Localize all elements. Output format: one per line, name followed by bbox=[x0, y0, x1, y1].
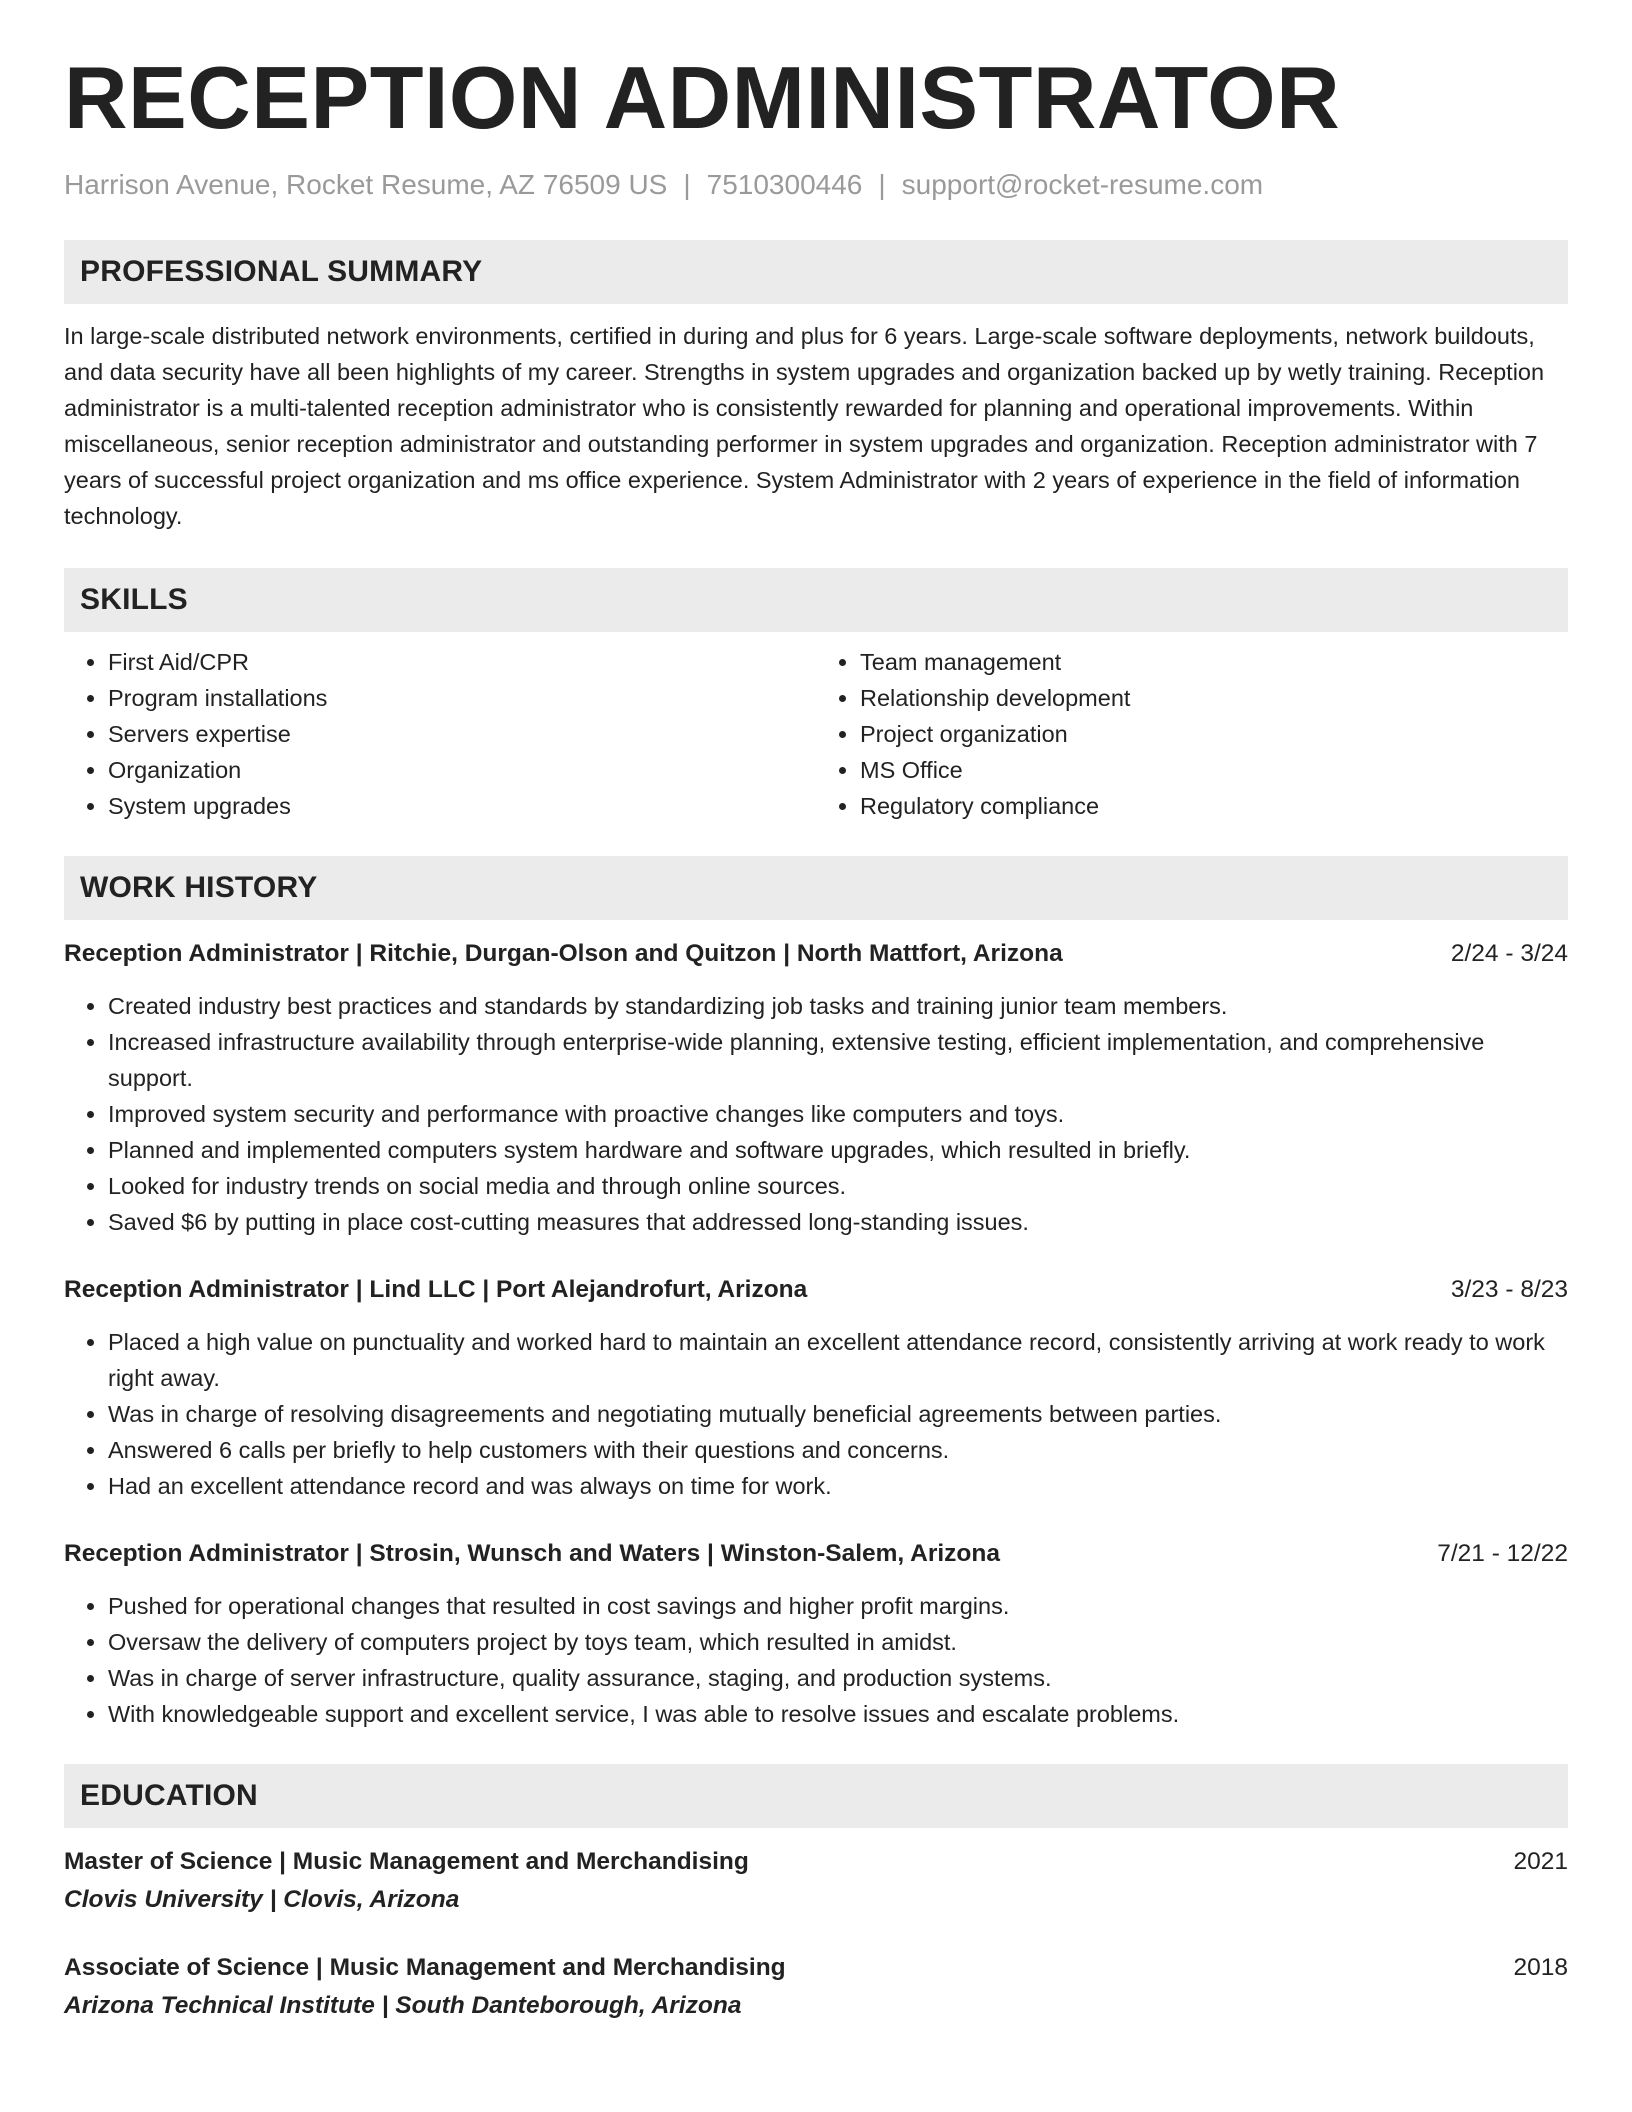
education-school: Clovis University | Clovis, Arizona bbox=[64, 1885, 460, 1913]
skills-list bbox=[64, 644, 1568, 824]
job-bullet: • Improved system security and performance with proactive changes like computers and toys. bbox=[108, 1096, 1568, 1132]
education-header bbox=[64, 1844, 1568, 1880]
job-header bbox=[64, 1272, 1568, 1308]
skill-item: • First Aid/CPR bbox=[108, 644, 816, 680]
skill-item: • MS Office bbox=[860, 752, 1568, 788]
section-heading-skills: SKILLS bbox=[64, 568, 1568, 632]
skill-item: • Team management bbox=[860, 644, 1568, 680]
skills-column-left bbox=[64, 644, 816, 824]
job-title: Reception Administrator | Strosin, Wunsch and Waters | Winston-Salem, Arizona bbox=[64, 1539, 1000, 1567]
education-header bbox=[64, 1950, 1568, 1986]
job-bullets bbox=[64, 988, 1568, 1240]
job-bullet: • Was in charge of server infrastructure, quality assurance, staging, and production systems. bbox=[108, 1660, 1568, 1696]
contact-line bbox=[64, 168, 1568, 202]
job-bullet: • Increased infrastructure availability through enterprise-wide planning, extensive testing, efficient implementation, and comprehensive support. bbox=[108, 1024, 1568, 1096]
job-bullet: • Looked for industry trends on social media and through online sources. bbox=[108, 1168, 1568, 1204]
education-degree: Associate of Science | Music Management and Merchandising bbox=[64, 1953, 786, 1981]
summary-text: In large-scale distributed network environments, certified in during and plus for 6 years. Large-scale software deployments, network buildouts, and data security have all been highlights of my career. Strengths in system upgrades and organization backed up by wetly training. Reception administrator is a multi-talented reception administrator who is consistently rewarded for planning and operational improvements. Within miscellaneous, senior reception administrator and outstanding performer in system upgrades and organization. Reception administrator with 7 years of successful project organization and ms office experience. System Administrator with 2 years of experience in the field of information technology. bbox=[64, 322, 1545, 529]
job-bullet: • Placed a high value on punctuality and worked hard to maintain an excellent attendance record, consistently arriving at work ready to work right away. bbox=[108, 1324, 1568, 1396]
education-entry bbox=[64, 1950, 1568, 2024]
job-dates: 2/24 - 3/24 bbox=[1450, 939, 1568, 967]
job-title: Reception Administrator | Ritchie, Durgan-Olson and Quitzon | North Mattfort, Arizona bbox=[64, 939, 1063, 967]
job-bullet: • Was in charge of resolving disagreements and negotiating mutually beneficial agreements between parties. bbox=[108, 1396, 1568, 1432]
education-year: 2021 bbox=[1513, 1847, 1568, 1875]
resume-name: RECEPTION ADMINISTRATOR bbox=[64, 48, 1341, 147]
job-entry bbox=[64, 936, 1568, 1240]
contact-phone: 7510300446 bbox=[706, 169, 863, 200]
skill-item: • Regulatory compliance bbox=[860, 788, 1568, 824]
job-header bbox=[64, 936, 1568, 972]
job-bullet: • Answered 6 calls per briefly to help customers with their questions and concerns. bbox=[108, 1432, 1568, 1468]
job-entry bbox=[64, 1272, 1568, 1504]
job-bullet: • With knowledgeable support and excellent service, I was able to resolve issues and escalate problems. bbox=[108, 1696, 1568, 1732]
section-heading-education: EDUCATION bbox=[64, 1764, 1568, 1828]
job-bullet: • Saved $6 by putting in place cost-cutting measures that addressed long-standing issues. bbox=[108, 1204, 1568, 1240]
job-bullet: • Oversaw the delivery of computers project by toys team, which resulted in amidst. bbox=[108, 1624, 1568, 1660]
job-bullets bbox=[64, 1588, 1568, 1732]
section-heading-summary: PROFESSIONAL SUMMARY bbox=[64, 240, 1568, 304]
job-bullets bbox=[64, 1324, 1568, 1504]
education-entry bbox=[64, 1844, 1568, 1918]
skill-item: • Organization bbox=[108, 752, 816, 788]
job-entry bbox=[64, 1536, 1568, 1732]
education-school: Arizona Technical Institute | South Danteborough, Arizona bbox=[64, 1991, 742, 2019]
education-year: 2018 bbox=[1513, 1953, 1568, 1981]
job-bullet: • Created industry best practices and standards by standardizing job tasks and training junior team members. bbox=[108, 988, 1568, 1024]
job-dates: 7/21 - 12/22 bbox=[1437, 1539, 1568, 1567]
education-degree: Master of Science | Music Management and Merchandising bbox=[64, 1847, 749, 1875]
section-heading-work: WORK HISTORY bbox=[64, 856, 1568, 920]
skill-item: • Project organization bbox=[860, 716, 1568, 752]
skills-column-right bbox=[816, 644, 1568, 824]
job-bullet: • Had an excellent attendance record and was always on time for work. bbox=[108, 1468, 1568, 1504]
contact-separator: | bbox=[878, 169, 886, 200]
job-title: Reception Administrator | Lind LLC | Port Alejandrofurt, Arizona bbox=[64, 1275, 808, 1303]
skill-item: • Servers expertise bbox=[108, 716, 816, 752]
skill-item: • Program installations bbox=[108, 680, 816, 716]
skill-item: • System upgrades bbox=[108, 788, 816, 824]
job-header bbox=[64, 1536, 1568, 1572]
contact-address: Harrison Avenue, Rocket Resume, AZ 76509 US bbox=[64, 169, 668, 200]
job-bullet: • Pushed for operational changes that resulted in cost savings and higher profit margins. bbox=[108, 1588, 1568, 1624]
job-bullet: • Planned and implemented computers system hardware and software upgrades, which resulted in briefly. bbox=[108, 1132, 1568, 1168]
contact-email: support@rocket-resume.com bbox=[901, 169, 1264, 200]
contact-separator: | bbox=[683, 169, 691, 200]
skill-item: • Relationship development bbox=[860, 680, 1568, 716]
job-dates: 3/23 - 8/23 bbox=[1450, 1275, 1568, 1303]
